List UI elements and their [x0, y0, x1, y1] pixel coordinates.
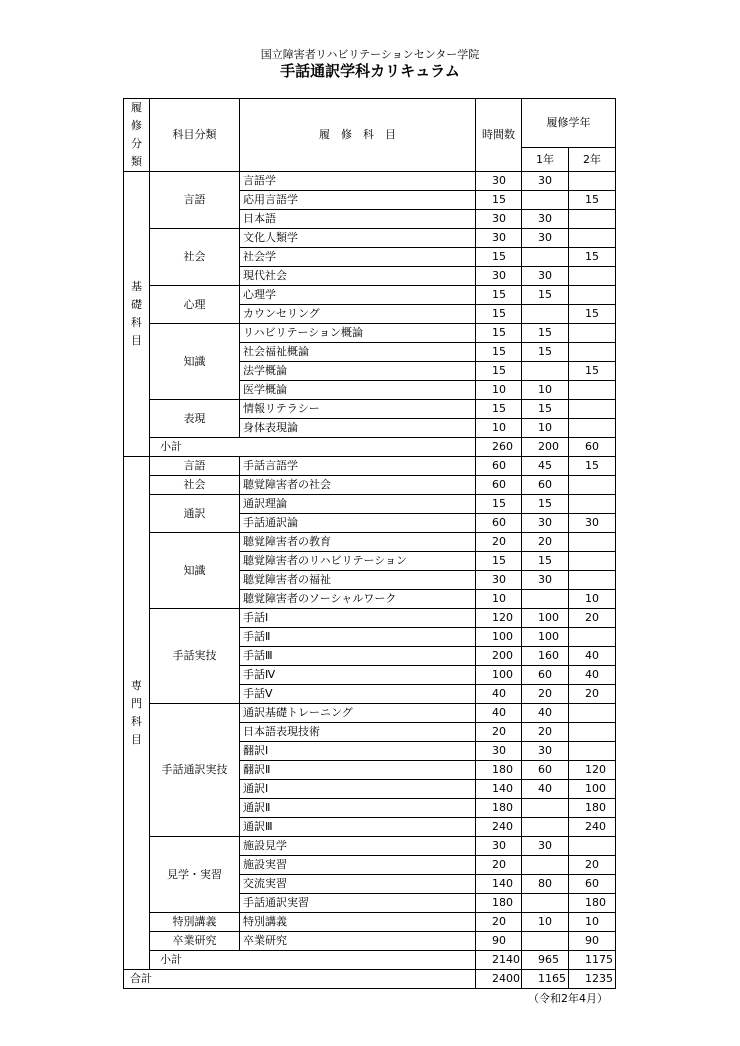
hours-cell: 140 [476, 875, 522, 894]
year2-cell [569, 704, 616, 723]
year2-cell [569, 286, 616, 305]
course-name: 言語学 [240, 172, 476, 191]
year2-cell: 15 [569, 191, 616, 210]
subject-category: 心理 [150, 286, 240, 324]
table-row [124, 400, 616, 419]
hours-cell: 240 [476, 818, 522, 837]
hours-cell: 15 [476, 191, 522, 210]
year2-cell [569, 628, 616, 647]
course-name: 通訳Ⅰ [240, 780, 476, 799]
year2-cell: 100 [569, 780, 616, 799]
subtotal-label: 小計 [150, 438, 476, 457]
hours-cell: 10 [476, 590, 522, 609]
subject-category: 手話実技 [150, 609, 240, 704]
course-name: 通訳理論 [240, 495, 476, 514]
year2-cell [569, 381, 616, 400]
table-row [124, 324, 616, 343]
year1-cell: 20 [522, 723, 569, 742]
year1-cell: 30 [522, 229, 569, 248]
hours-cell: 15 [476, 286, 522, 305]
table-row [124, 837, 616, 856]
subtotal-label: 小計 [150, 951, 476, 970]
hours-cell: 30 [476, 172, 522, 191]
hours-cell: 30 [476, 837, 522, 856]
year2-cell [569, 495, 616, 514]
hours-cell: 60 [476, 514, 522, 533]
course-name: 医学概論 [240, 381, 476, 400]
course-name: 応用言語学 [240, 191, 476, 210]
year2-cell: 15 [569, 362, 616, 381]
year2-cell: 40 [569, 647, 616, 666]
year1-cell: 20 [522, 685, 569, 704]
hours-cell: 120 [476, 609, 522, 628]
year2-cell: 180 [569, 799, 616, 818]
course-name: 手話Ⅰ [240, 609, 476, 628]
year1-cell: 30 [522, 837, 569, 856]
hours-cell: 200 [476, 647, 522, 666]
course-name: 手話Ⅴ [240, 685, 476, 704]
year1-cell: 15 [522, 400, 569, 419]
year1-cell [522, 799, 569, 818]
hours-cell: 180 [476, 894, 522, 913]
hours-cell: 60 [476, 476, 522, 495]
year2-cell [569, 210, 616, 229]
subject-category: 見学・実習 [150, 837, 240, 913]
year1-cell: 40 [522, 780, 569, 799]
year1-cell [522, 191, 569, 210]
table-row [124, 476, 616, 495]
course-name: リハビリテーション概論 [240, 324, 476, 343]
subtotal-row [124, 438, 616, 457]
subject-category: 特別講義 [150, 913, 240, 932]
hours-cell: 30 [476, 229, 522, 248]
year1-cell: 80 [522, 875, 569, 894]
course-name: 聴覚障害者のソーシャルワーク [240, 590, 476, 609]
course-name: 卒業研究 [240, 932, 476, 951]
total-row [124, 970, 616, 989]
year1-cell: 30 [522, 742, 569, 761]
hours-cell: 30 [476, 571, 522, 590]
hours-cell: 10 [476, 381, 522, 400]
hours-cell: 20 [476, 533, 522, 552]
year2-cell: 15 [569, 305, 616, 324]
subject-category: 知識 [150, 324, 240, 400]
year1-cell: 100 [522, 609, 569, 628]
year2-cell [569, 723, 616, 742]
year2-cell: 40 [569, 666, 616, 685]
subject-category: 社会 [150, 229, 240, 286]
year2-cell: 60 [569, 875, 616, 894]
table-row [124, 172, 616, 191]
course-name: 通訳基礎トレーニング [240, 704, 476, 723]
year1-cell [522, 932, 569, 951]
year1-cell: 30 [522, 210, 569, 229]
year1-cell [522, 590, 569, 609]
year2-cell [569, 419, 616, 438]
year1-cell: 60 [522, 666, 569, 685]
year2-header: 2年 [569, 148, 616, 172]
year2-cell: 15 [569, 248, 616, 267]
hours-cell: 40 [476, 704, 522, 723]
course-name: 施設実習 [240, 856, 476, 875]
year2-cell [569, 229, 616, 248]
course-name: 特別講義 [240, 913, 476, 932]
year1-cell: 10 [522, 419, 569, 438]
hours-cell: 15 [476, 305, 522, 324]
year2-cell [569, 533, 616, 552]
course-name: 法学概論 [240, 362, 476, 381]
subtotal-hours: 260 [476, 438, 522, 457]
year2-cell: 20 [569, 609, 616, 628]
subject-category: 手話通訳実技 [150, 704, 240, 837]
year2-cell: 20 [569, 856, 616, 875]
subject-category: 通訳 [150, 495, 240, 533]
table-row [124, 609, 616, 628]
hours-cell: 15 [476, 324, 522, 343]
hours-cell: 30 [476, 210, 522, 229]
hours-cell: 15 [476, 495, 522, 514]
year1-cell: 160 [522, 647, 569, 666]
table-row [124, 533, 616, 552]
date-note: （令和2年4月） [528, 992, 608, 1005]
year2-cell [569, 172, 616, 191]
year2-cell [569, 476, 616, 495]
year2-cell: 10 [569, 590, 616, 609]
year1-cell: 15 [522, 343, 569, 362]
year1-cell [522, 362, 569, 381]
year2-cell: 20 [569, 685, 616, 704]
subject-category-header: 科目分類 [150, 99, 240, 172]
year2-cell [569, 742, 616, 761]
course-name: 心理学 [240, 286, 476, 305]
course-name: 日本語 [240, 210, 476, 229]
year1-cell: 10 [522, 913, 569, 932]
hours-cell: 20 [476, 856, 522, 875]
course-name: 情報リテラシー [240, 400, 476, 419]
year1-cell [522, 248, 569, 267]
year1-cell: 15 [522, 324, 569, 343]
hours-cell: 15 [476, 343, 522, 362]
subject-category: 社会 [150, 476, 240, 495]
course-name: 文化人類学 [240, 229, 476, 248]
year2-cell: 10 [569, 913, 616, 932]
course-name: 現代社会 [240, 267, 476, 286]
year1-cell: 45 [522, 457, 569, 476]
subtotal-year2: 1175 [569, 951, 616, 970]
course-name: 手話Ⅱ [240, 628, 476, 647]
subtotal-year1: 965 [522, 951, 569, 970]
year2-cell [569, 552, 616, 571]
course-name: 社会福祉概論 [240, 343, 476, 362]
hours-cell: 10 [476, 419, 522, 438]
year1-cell: 40 [522, 704, 569, 723]
year1-header: 1年 [522, 148, 569, 172]
total-year2: 1235 [569, 970, 616, 989]
year1-cell: 10 [522, 381, 569, 400]
course-name: 手話Ⅲ [240, 647, 476, 666]
total-year1: 1165 [522, 970, 569, 989]
year2-cell [569, 343, 616, 362]
table-row [124, 913, 616, 932]
course-name: 翻訳Ⅰ [240, 742, 476, 761]
subject-category: 言語 [150, 457, 240, 476]
hours-cell: 15 [476, 362, 522, 381]
course-name: 聴覚障害者のリハビリテーション [240, 552, 476, 571]
hours-cell: 90 [476, 932, 522, 951]
hours-header: 時間数 [476, 99, 522, 172]
year1-cell [522, 818, 569, 837]
category-group-header: 履 修 分 類 [124, 99, 150, 172]
subject-category: 言語 [150, 172, 240, 229]
year1-cell: 30 [522, 267, 569, 286]
year1-cell: 15 [522, 495, 569, 514]
table-row [124, 457, 616, 476]
hours-cell: 60 [476, 457, 522, 476]
year1-cell: 15 [522, 286, 569, 305]
course-name: 社会学 [240, 248, 476, 267]
subtotal-year2: 60 [569, 438, 616, 457]
year2-cell [569, 837, 616, 856]
course-name: 交流実習 [240, 875, 476, 894]
course-name: 聴覚障害者の社会 [240, 476, 476, 495]
section-label: 基 礎 科 目 [124, 172, 150, 457]
subtotal-hours: 2140 [476, 951, 522, 970]
hours-cell: 15 [476, 552, 522, 571]
year2-cell: 90 [569, 932, 616, 951]
year2-cell [569, 400, 616, 419]
year1-cell: 30 [522, 571, 569, 590]
year2-cell: 120 [569, 761, 616, 780]
year-group-header: 履修学年 [522, 99, 616, 148]
year2-cell [569, 267, 616, 286]
year1-cell: 60 [522, 476, 569, 495]
hours-cell: 30 [476, 742, 522, 761]
year2-cell [569, 571, 616, 590]
hours-cell: 40 [476, 685, 522, 704]
table-row [124, 704, 616, 723]
table-row [124, 286, 616, 305]
course-name: 手話言語学 [240, 457, 476, 476]
table-row [124, 932, 616, 951]
hours-cell: 15 [476, 400, 522, 419]
hours-cell: 20 [476, 723, 522, 742]
year2-cell: 240 [569, 818, 616, 837]
year1-cell: 60 [522, 761, 569, 780]
institution-name: 国立障害者リハビリテーションセンター学院 [260, 48, 480, 61]
subject-category: 卒業研究 [150, 932, 240, 951]
course-name: 手話通訳実習 [240, 894, 476, 913]
table-row [124, 229, 616, 248]
page-title: 手話通訳学科カリキュラム [280, 62, 460, 80]
hours-cell: 15 [476, 248, 522, 267]
course-name: 身体表現論 [240, 419, 476, 438]
hours-cell: 30 [476, 267, 522, 286]
curriculum-table [123, 98, 616, 989]
year1-cell [522, 856, 569, 875]
course-name: 聴覚障害者の福祉 [240, 571, 476, 590]
course-name: カウンセリング [240, 305, 476, 324]
total-hours: 2400 [476, 970, 522, 989]
year2-cell: 15 [569, 457, 616, 476]
course-name: 聴覚障害者の教育 [240, 533, 476, 552]
year1-cell: 30 [522, 172, 569, 191]
subtotal-year1: 200 [522, 438, 569, 457]
course-name: 手話Ⅳ [240, 666, 476, 685]
year2-cell: 30 [569, 514, 616, 533]
hours-cell: 140 [476, 780, 522, 799]
hours-cell: 100 [476, 628, 522, 647]
course-name: 施設見学 [240, 837, 476, 856]
course-name: 通訳Ⅲ [240, 818, 476, 837]
year1-cell: 15 [522, 552, 569, 571]
hours-cell: 20 [476, 913, 522, 932]
section-label: 専 門 科 目 [124, 457, 150, 970]
course-name: 翻訳Ⅱ [240, 761, 476, 780]
course-name: 通訳Ⅱ [240, 799, 476, 818]
year1-cell [522, 305, 569, 324]
subtotal-row [124, 951, 616, 970]
course-name: 日本語表現技術 [240, 723, 476, 742]
total-label: 合計 [124, 970, 476, 989]
hours-cell: 180 [476, 799, 522, 818]
hours-cell: 100 [476, 666, 522, 685]
year1-cell: 20 [522, 533, 569, 552]
subject-category: 表現 [150, 400, 240, 438]
hours-cell: 180 [476, 761, 522, 780]
course-header: 履 修 科 目 [240, 99, 476, 172]
year1-cell: 30 [522, 514, 569, 533]
year2-cell: 180 [569, 894, 616, 913]
year1-cell: 100 [522, 628, 569, 647]
year2-cell [569, 324, 616, 343]
subject-category: 知識 [150, 533, 240, 609]
table-row [124, 495, 616, 514]
course-name: 手話通訳論 [240, 514, 476, 533]
year1-cell [522, 894, 569, 913]
